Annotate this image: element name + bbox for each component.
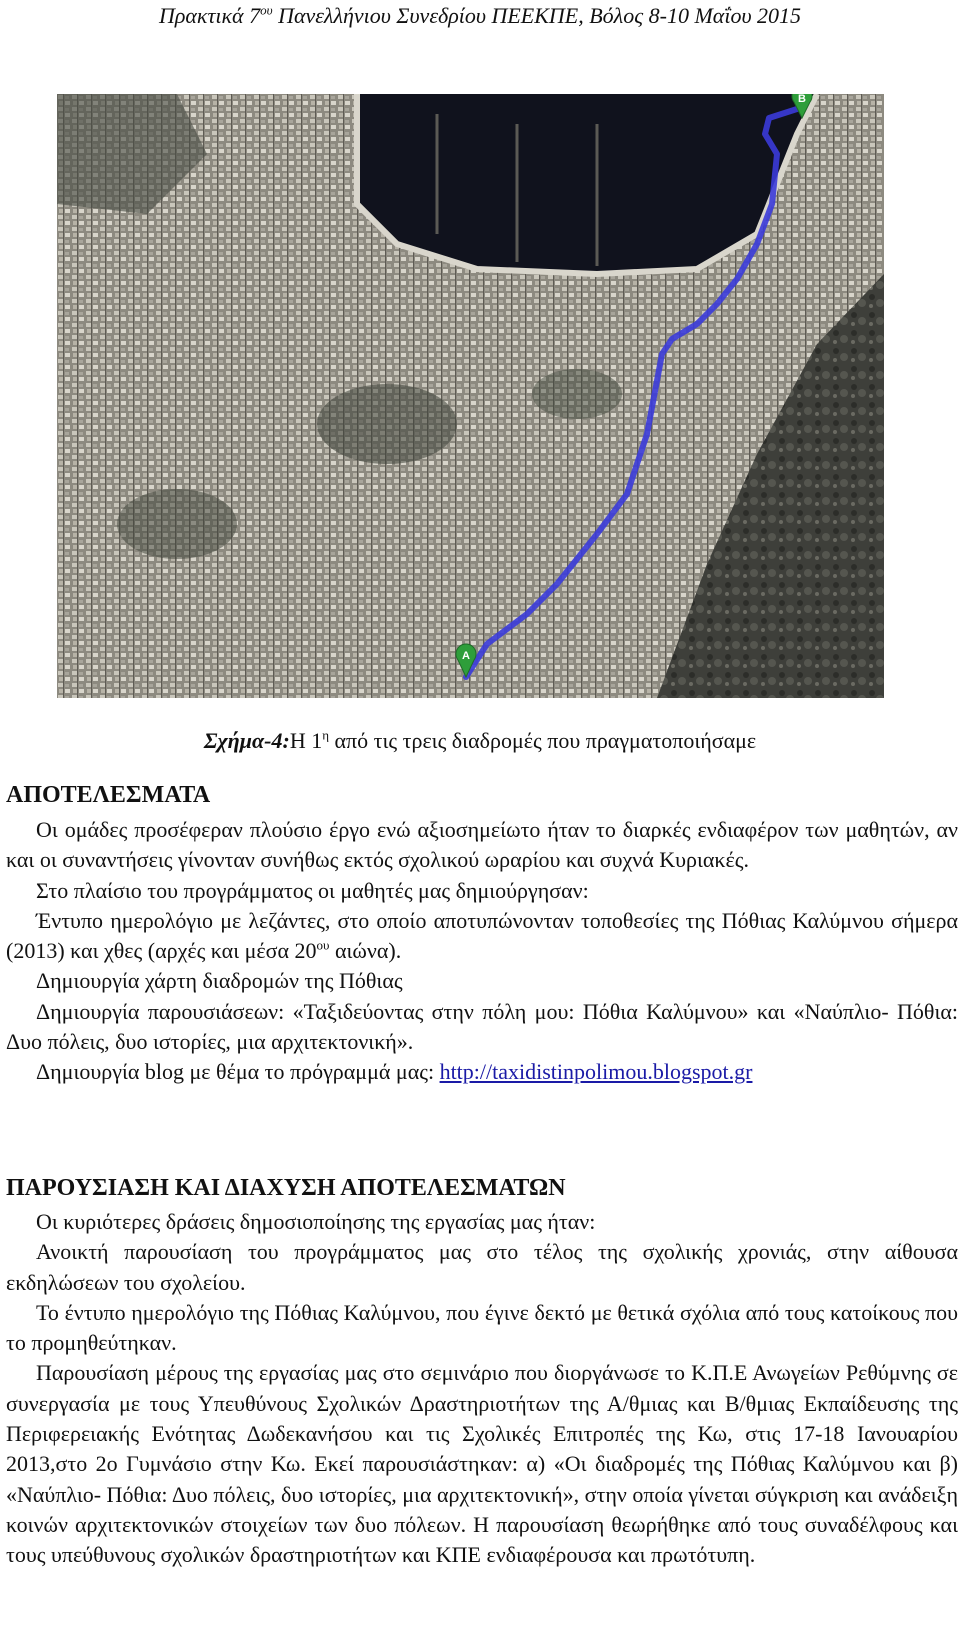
results-paragraph-3 — [6, 906, 958, 967]
blog-link[interactable]: http://taxidistinpolimou.blogspot.gr — [439, 1059, 753, 1085]
satellite-map — [57, 94, 884, 698]
results-section — [6, 815, 958, 1088]
page-header — [0, 2, 960, 30]
dissemination-paragraph-4: Παρουσίαση μέρους της εργασίας μας στο σεμινάριο που διοργάνωσε το Κ.Π.Ε Ανωγείων Ρεθύμνης σε συνεργασία με τους Υπευθύνους Σχολικών Δραστηριοτήτων της Α/θμιας και Β/θμιας Εκπαίδευσης της Περιφερειακής Ενότητας Δωδεκανήσου και τις Σχολικές Επιτροπές της Κω, στις 17-18 Ιανουαρίου 2013,στο 2ο Γυμνάσιο στην Κω. Εκεί παρουσιάστηκαν: α) «Οι διαδρομές της Πόθιας Καλύμνου και β) «Ναύπλιο- Πόθια: Δυο πόλεις, δυο ιστορίες, μια αρχιτεκτονική», στην οποία γίνεται σύγκριση και ανάδειξη κοινών αρχιτεκτονικών στοιχείων των δυο πόλεων. Η παρουσίαση θεωρήθηκε από τους συναδέλφους και τους υπεύθυνους σχολικών δραστηριοτήτων και ΚΠΕ ενδιαφέρουσα και πρωτότυπη. — [6, 1360, 958, 1568]
calendar-text: Έντυπο ημερολόγιο με λεζάντες, στο οποίο αποτυπώνονταν τοποθεσίες της Πόθιας Καλύμνου σήμερα (2013) και χθες (αρχές και μέσα 20 — [6, 907, 958, 964]
caption-text-rest: από τις τρεις διαδρομές που πραγματοποιήσαμε — [329, 728, 757, 753]
caption-sup: η — [322, 727, 330, 743]
results-paragraph-6 — [6, 1057, 958, 1087]
results-paragraph-1: Οι ομάδες προσέφεραν πλούσιο έργο ενώ αξιοσημείωτο ήταν το διαρκές ενδιαφέρον των μαθητών, αν και οι συναντήσεις γίνονταν συνήθως εκτός σχολικού ωραρίου και συχνά Κυριακές. — [6, 817, 958, 873]
results-paragraph-4: Δημιουργία χάρτη διαδρομών της Πόθιας — [36, 968, 403, 994]
dissemination-paragraph-2: Ανοικτή παρουσίαση του προγράμματος μας στο τέλος της σχολικής χρονιάς, στην αίθουσα εκδηλώσεων του σχολείου. — [6, 1239, 958, 1295]
dissemination-section — [6, 1207, 958, 1571]
caption-text: Η 1 — [289, 728, 323, 753]
dissemination-paragraph-3: Το έντυπο ημερολόγιο της Πόθιας Καλύμνου, που έγινε δεκτό με θετικά σχόλια από τους κατοίκους που το προμηθεύτηκαν. — [6, 1299, 958, 1356]
figure-caption — [0, 727, 960, 755]
dissemination-heading: ΠΑΡΟΥΣΙΑΣΗ ΚΑΙ ΔΙΑΧΥΣΗ ΑΠΟΤΕΛΕΣΜΑΤΩΝ — [6, 1175, 566, 1201]
results-paragraph-5: Δημιουργία παρουσιάσεων: «Ταξιδεύοντας στην πόλη μου: Πόθια Καλύμνου» και «Ναύπλιο- Πόθια: Δυο πόλεις, δυο ιστορίες, μια αρχιτεκτονική». — [6, 998, 958, 1055]
calendar-text-end: αιώνα). — [329, 938, 402, 964]
caption-label: Σχήμα-4: — [203, 728, 290, 753]
results-paragraph-2: Στο πλαίσιο του προγράμματος οι μαθητές μας δημιούργησαν: — [36, 877, 589, 903]
century-sup: ου — [316, 937, 330, 953]
header-suffix: Πανελλήνιου Συνεδρίου ΠΕΕΚΠΕ, Βόλος 8-10 Μαΐου 2015 — [272, 3, 802, 28]
blog-text: Δημιουργία blog με θέμα το πρόγραμμά μας: — [36, 1059, 440, 1085]
satellite-map-figure — [57, 94, 884, 698]
header-prefix: Πρακτικά 7 — [158, 3, 261, 28]
svg-text:B: B — [798, 94, 806, 105]
header-sup: ου — [260, 2, 273, 18]
results-heading: ΑΠΟΤΕΛΕΣΜΑΤΑ — [6, 782, 211, 808]
dissemination-paragraph-1: Οι κυριότερες δράσεις δημοσιοποίησης της εργασίας μας ήταν: — [36, 1209, 596, 1234]
svg-text:A: A — [462, 650, 470, 662]
